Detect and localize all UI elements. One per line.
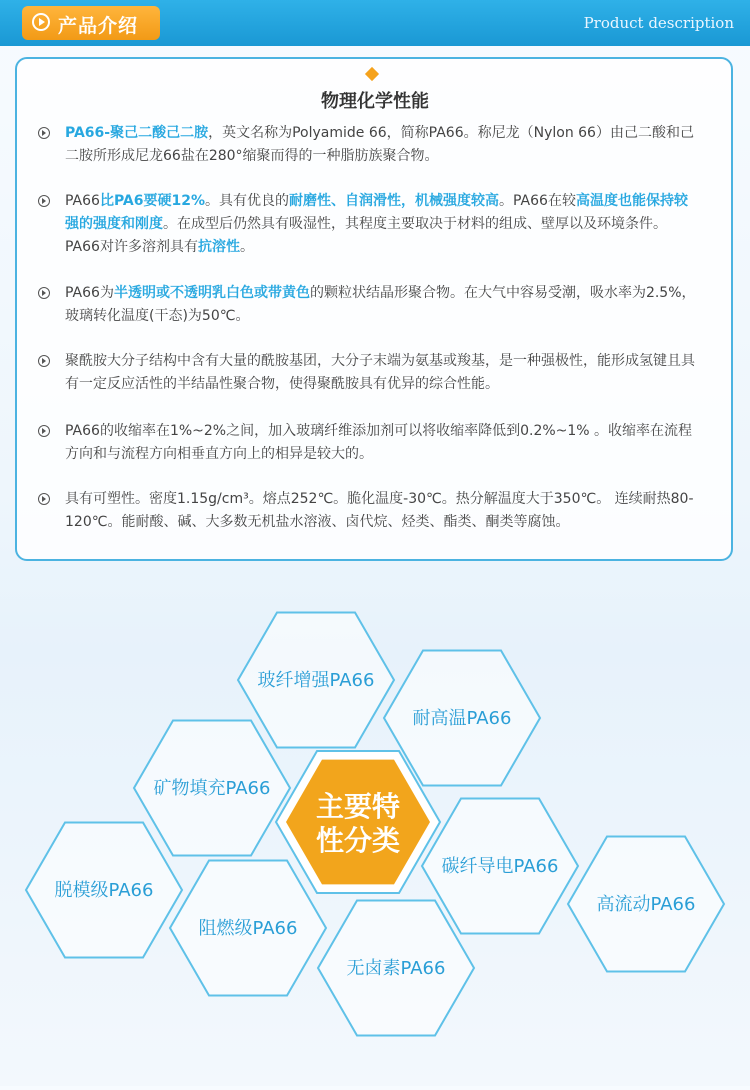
paragraph <box>38 190 698 259</box>
hexagon-label: 碳纤导电PA66 <box>441 856 559 877</box>
feature-hexagons <box>0 560 750 1086</box>
hexagon-label: 无卤素PA66 <box>346 958 446 979</box>
paragraph <box>38 420 698 466</box>
text-run: 。具有优良的 <box>205 193 290 209</box>
paragraph <box>38 282 698 328</box>
text-run: PA66 <box>65 193 100 209</box>
play-circle-icon <box>32 13 50 31</box>
text-run: PA66为 <box>65 285 114 301</box>
hexagon-label: 高流动PA66 <box>596 894 696 915</box>
paragraph-text <box>65 282 698 328</box>
header-bar <box>0 0 750 46</box>
section-title: 物理化学性能 <box>321 91 429 112</box>
bullet-arrow-icon <box>38 195 50 207</box>
header-title: 产品介绍 <box>58 15 139 37</box>
text-run: ，英文名称为Polyamide 66，简称PA66。称尼龙（Nylon 66）由己二酸和己二胺所形成尼龙66盐在280°缩聚而得的一种脂肪族聚合物。 <box>65 125 694 164</box>
bullet-arrow-icon <box>38 127 50 139</box>
center-label: 性分类 <box>315 824 401 857</box>
paragraph-text <box>65 350 698 396</box>
text-run: 的颗粒状结晶形聚合物。在大气中容易受潮，吸水率为2.5%，玻璃转化温度(干态)为50℃。 <box>65 285 696 324</box>
highlight-text: 半透明或不透明乳白色或带黄色 <box>113 285 310 301</box>
hexagon-label: 脱模级PA66 <box>54 880 154 901</box>
highlight-text: 比PA6要硬12% <box>99 193 206 209</box>
paragraph-text <box>65 122 698 168</box>
header-subtitle: Product description <box>583 14 734 32</box>
text-run: 具有可塑性。密度1.15g/cm³。熔点252℃。脆化温度-30℃。热分解温度大于350℃。 连续耐热80-120℃。能耐酸、碱、大多数无机盐水溶液、卤代烷、烃类、酯类、酮类等腐蚀。 <box>65 491 694 530</box>
text-run: PA66的收缩率在1%~2%之间，加入玻璃纤维添加剂可以将收缩率降低到0.2%~1% 。收缩率在流程方向和与流程方向相垂直方向上的相异是较大的。 <box>65 423 693 462</box>
highlight-text: 耐磨性、自润滑性，机械强度较高 <box>289 193 500 209</box>
paragraph-text <box>65 488 698 534</box>
highlight-text: 抗溶性 <box>197 239 240 255</box>
header-tab <box>22 6 160 40</box>
paragraph <box>38 488 698 534</box>
text-run: 。在成型后仍然具有吸湿性，其程度主要取决于材料的组成、壁厚以及环境条件。PA66对许多溶剂具有 <box>65 216 667 255</box>
bullet-arrow-icon <box>38 425 50 437</box>
hexagon-label: 玻纤增强PA66 <box>257 670 375 691</box>
paragraph-text <box>65 420 698 466</box>
hexagon-label: 阻燃级PA66 <box>198 918 298 939</box>
text-run: 。PA66在较 <box>499 193 576 209</box>
hexagon-diagram <box>0 560 750 1086</box>
highlight-text: 高温度也能保持较强的强度和刚度 <box>65 193 688 232</box>
bullet-arrow-icon <box>38 493 50 505</box>
text-run: 聚酰胺大分子结构中含有大量的酰胺基团，大分子末端为氨基或羧基，是一种强极性，能形成氢键且具有一定反应活性的半结晶性聚合物，使得聚酰胺具有优异的综合性能。 <box>65 353 695 392</box>
paragraph-text <box>65 190 698 259</box>
paragraph <box>38 350 698 396</box>
hexagon-label: 矿物填充PA66 <box>153 778 271 799</box>
hexagon-label: 耐高温PA66 <box>412 708 512 729</box>
text-run: 。 <box>239 239 254 255</box>
paragraph <box>38 122 698 168</box>
highlight-text: PA66-聚己二酸己二胺 <box>65 125 209 141</box>
bullet-arrow-icon <box>38 287 50 299</box>
center-label: 主要特 <box>315 790 401 823</box>
bullet-arrow-icon <box>38 355 50 367</box>
